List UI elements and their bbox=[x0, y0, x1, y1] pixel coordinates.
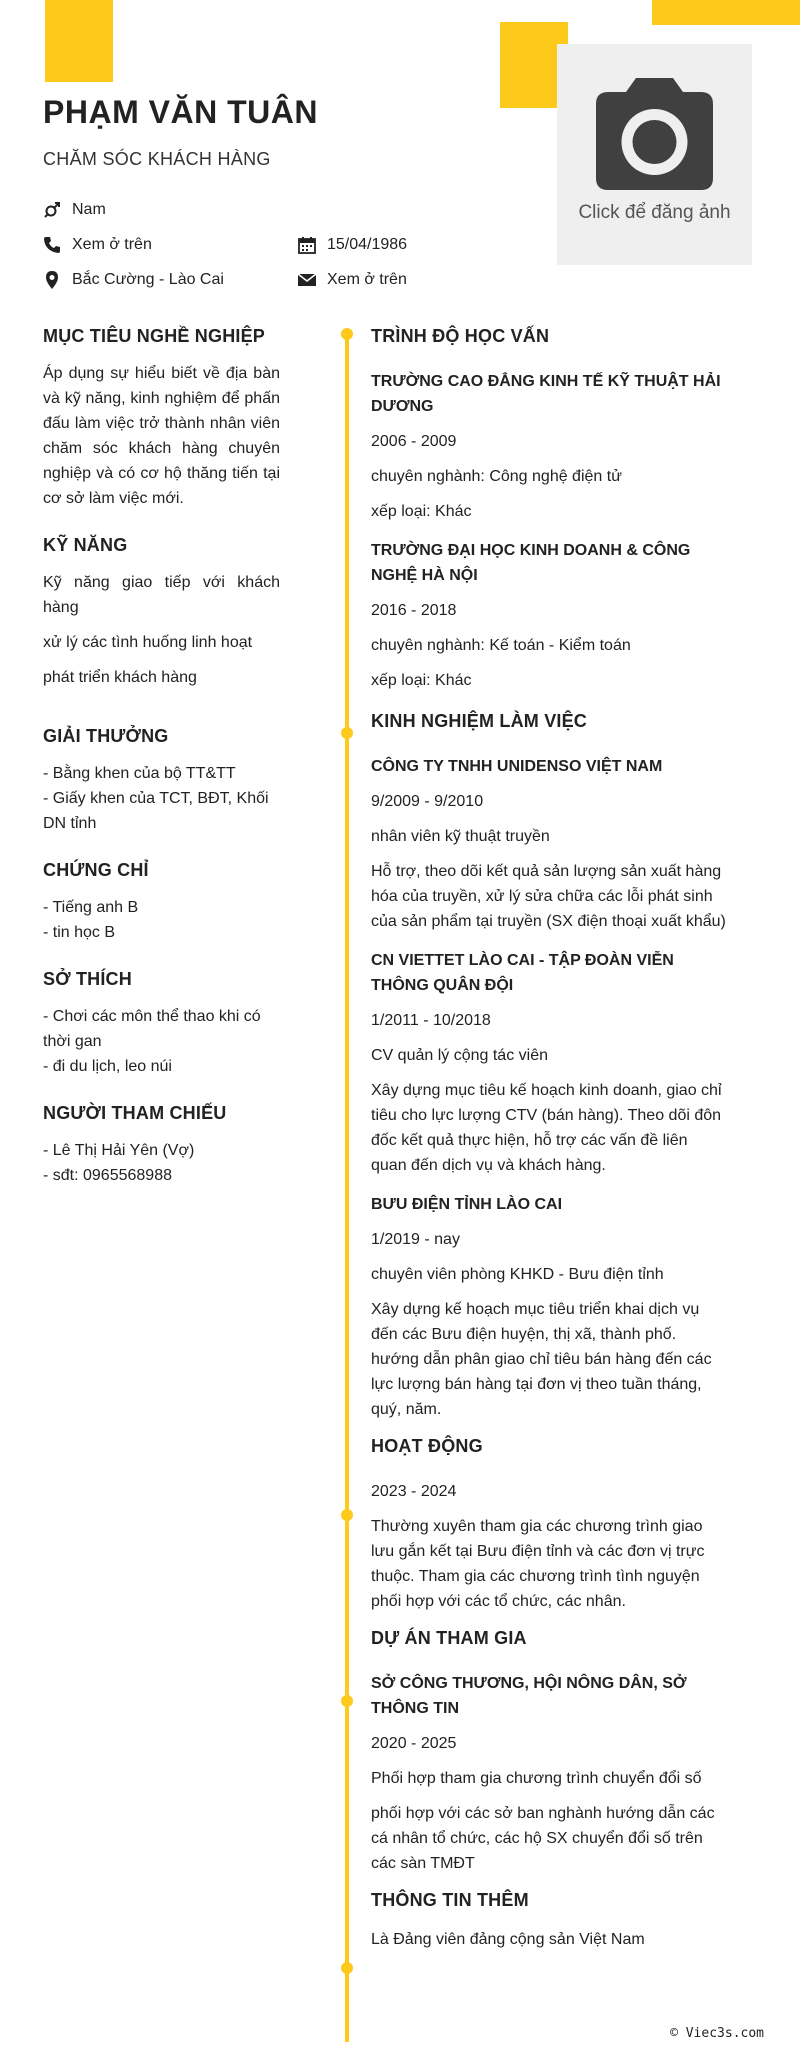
dob-value: 15/04/1986 bbox=[327, 236, 408, 253]
education-period: 2006 - 2009 bbox=[371, 433, 457, 450]
timeline-dot-experience bbox=[341, 727, 353, 739]
project-line: Phối hợp tham gia chương trình chuyển đổi số bbox=[371, 1770, 702, 1787]
projects-title: DỰ ÁN THAM GIA bbox=[371, 1628, 527, 1648]
objective-text: Áp dụng sự hiểu biết về địa bàn và kỹ năng, kinh nghiệm để phấn đấu làm việc trở thành nhân viên chăm sóc khách hàng chuyên nghiệp và có cơ hộ thăng tiến tại cơ sở làm việc mới. bbox=[43, 365, 280, 507]
company-name: CN VIETTET LÀO CAI - TẬP ĐOÀN VIỄN THÔNG QUÂN ĐỘI bbox=[371, 952, 674, 994]
awards-title: GIẢI THƯỞNG bbox=[43, 726, 169, 746]
gender-value: Nam bbox=[72, 201, 106, 218]
info-gender bbox=[43, 201, 106, 219]
experience-description: Xây dựng mục tiêu kế hoạch kinh doanh, giao chỉ tiêu cho lực lượng CTV (bán hàng). Theo dõi đôn đốc kết quả thực hiện, hỗ trợ các vấn đề liên quan đến dịch vụ và khách hàng. bbox=[371, 1082, 722, 1174]
certificate-item: - Tiếng anh B bbox=[43, 899, 139, 916]
job-title: CHĂM SÓC KHÁCH HÀNG bbox=[43, 149, 271, 169]
projects-section bbox=[371, 1628, 726, 1876]
timeline-dot-projects bbox=[341, 1695, 353, 1707]
skill-item: phát triển khách hàng bbox=[43, 669, 197, 686]
extra-title: THÔNG TIN THÊM bbox=[371, 1890, 529, 1910]
hobby-item: - đi du lịch, leo núi bbox=[43, 1058, 172, 1075]
email-value: Xem ở trên bbox=[327, 271, 407, 288]
company-name: CÔNG TY TNHH UNIDENSO VIỆT NAM bbox=[371, 758, 663, 775]
location-pin-icon bbox=[43, 271, 61, 289]
project-period: 2020 - 2025 bbox=[371, 1735, 457, 1752]
experience-entry bbox=[371, 754, 726, 934]
phone-value: Xem ở trên bbox=[72, 236, 152, 253]
experience-title: KINH NGHIỆM LÀM VIỆC bbox=[371, 711, 588, 731]
right-column bbox=[371, 326, 726, 1962]
gender-icon bbox=[43, 201, 61, 219]
decor-block-left bbox=[45, 0, 113, 82]
project-line: phối hợp với các sở ban nghành hướng dẫn các cá nhân tổ chức, các hộ SX chuyển đổi số trên các sàn TMĐT bbox=[371, 1805, 715, 1872]
left-column bbox=[43, 326, 280, 1212]
info-address bbox=[43, 271, 224, 289]
timeline-dot-education bbox=[341, 328, 353, 340]
experience-position: nhân viên kỹ thuật truyền bbox=[371, 828, 550, 845]
timeline-dot-activities bbox=[341, 1509, 353, 1521]
calendar-icon bbox=[298, 236, 316, 254]
info-dob bbox=[298, 236, 407, 254]
skill-item: Kỹ năng giao tiếp với khách hàng bbox=[43, 574, 280, 616]
awards-section bbox=[43, 726, 280, 836]
award-item: - Bằng khen của bộ TT&TT bbox=[43, 765, 236, 782]
address-value: Bắc Cường - Lào Cai bbox=[72, 271, 224, 288]
email-icon bbox=[298, 271, 316, 289]
reference-item: - Lê Thị Hải Yên (Vợ) bbox=[43, 1142, 195, 1159]
timeline-dot-extra bbox=[341, 1962, 353, 1974]
project-org: SỞ CÔNG THƯƠNG, HỘI NÔNG DÂN, SỞ THÔNG TIN bbox=[371, 1675, 687, 1717]
education-entry bbox=[371, 369, 726, 524]
education-entry bbox=[371, 538, 726, 693]
certificate-item: - tin học B bbox=[43, 924, 116, 941]
education-major: chuyên nghành: Công nghệ điện tử bbox=[371, 468, 622, 485]
phone-icon bbox=[43, 236, 61, 254]
extra-section bbox=[371, 1890, 726, 1952]
objective-title: MỤC TIÊU NGHỀ NGHIỆP bbox=[43, 326, 266, 346]
experience-position: chuyên viên phòng KHKD - Bưu điện tỉnh bbox=[371, 1266, 664, 1283]
education-section bbox=[371, 326, 726, 693]
school-name: TRƯỜNG CAO ĐẲNG KINH TẾ KỸ THUẬT HẢI DƯƠNG bbox=[371, 373, 721, 415]
experience-description: Xây dựng kế hoạch mục tiêu triển khai dịch vụ đến các Bưu điện huyện, thị xã, thành phố. hướng dẫn phân giao chỉ tiêu bán hàng đến các lực lượng bán hàng tại đơn vị theo tuần tháng, quý, năm. bbox=[371, 1301, 712, 1418]
objective-section bbox=[43, 326, 280, 511]
experience-section bbox=[371, 711, 726, 1422]
activities-section bbox=[371, 1436, 726, 1614]
experience-period: 9/2009 - 9/2010 bbox=[371, 793, 484, 810]
photo-upload-label: Click để đăng ảnh bbox=[578, 202, 731, 223]
company-name: BƯU ĐIỆN TỈNH LÀO CAI bbox=[371, 1196, 563, 1213]
experience-entry bbox=[371, 1192, 726, 1422]
experience-description: Hỗ trợ, theo dõi kết quả sản lượng sản xuất hàng hóa của truyền, xử lý sửa chữa các lỗi phát sinh của sản phẩm tại truyền (SX điện thoại xuất khẩu) bbox=[371, 863, 726, 930]
info-phone bbox=[43, 236, 152, 254]
skill-item: xử lý các tình huống linh hoạt bbox=[43, 634, 253, 651]
decor-block-right bbox=[652, 0, 800, 25]
timeline-line bbox=[345, 330, 349, 2042]
photo-upload[interactable] bbox=[557, 44, 752, 265]
references-section bbox=[43, 1103, 280, 1188]
info-email bbox=[298, 271, 407, 289]
hobbies-title: SỞ THÍCH bbox=[43, 969, 132, 989]
watermark: © Viec3s.com bbox=[670, 2026, 764, 2041]
activities-period: 2023 - 2024 bbox=[371, 1483, 457, 1500]
activities-title: HOẠT ĐỘNG bbox=[371, 1436, 483, 1456]
skills-section bbox=[43, 535, 280, 690]
experience-entry bbox=[371, 948, 726, 1178]
hobby-item: - Chơi các môn thể thao khi có thời gan bbox=[43, 1008, 261, 1050]
extra-text: Là Đảng viên đảng cộng sản Việt Nam bbox=[371, 1931, 645, 1948]
reference-item: - sđt: 0965568988 bbox=[43, 1167, 172, 1184]
education-title: TRÌNH ĐỘ HỌC VẤN bbox=[371, 326, 550, 346]
candidate-name: PHẠM VĂN TUÂN bbox=[43, 94, 318, 130]
education-major: chuyên nghành: Kế toán - Kiểm toán bbox=[371, 637, 631, 654]
school-name: TRƯỜNG ĐẠI HỌC KINH DOANH & CÔNG NGHỆ HÀ NỘI bbox=[371, 542, 691, 584]
references-title: NGƯỜI THAM CHIẾU bbox=[43, 1103, 227, 1123]
award-item: - Giấy khen của TCT, BĐT, Khối DN tỉnh bbox=[43, 790, 269, 832]
experience-position: CV quản lý cộng tác viên bbox=[371, 1047, 548, 1064]
education-grade: xếp loại: Khác bbox=[371, 503, 472, 520]
certificates-title: CHỨNG CHỈ bbox=[43, 860, 149, 880]
experience-period: 1/2011 - 10/2018 bbox=[371, 1012, 491, 1029]
experience-period: 1/2019 - nay bbox=[371, 1231, 460, 1248]
education-grade: xếp loại: Khác bbox=[371, 672, 472, 689]
activities-description: Thường xuyên tham gia các chương trình giao lưu gắn kết tại Bưu điện tỉnh và các đơn vị trực thuộc. Tham gia các chương trình tình nguyện phối hợp với các tổ chức, các nhân. bbox=[371, 1518, 705, 1610]
hobbies-section bbox=[43, 969, 280, 1079]
camera-icon bbox=[596, 78, 713, 190]
education-period: 2016 - 2018 bbox=[371, 602, 457, 619]
skills-title: KỸ NĂNG bbox=[43, 535, 128, 555]
certificates-section bbox=[43, 860, 280, 945]
